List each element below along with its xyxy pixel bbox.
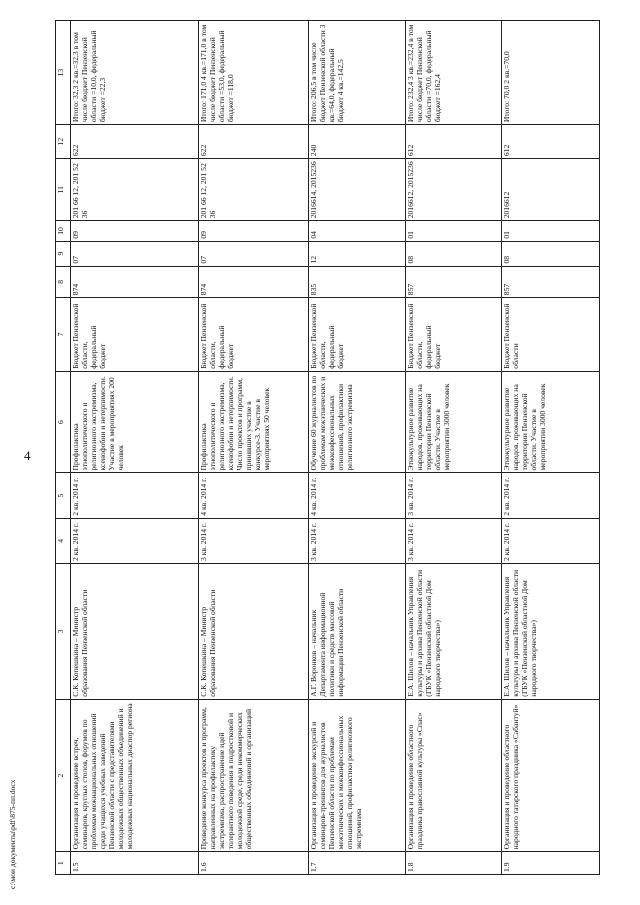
funding-amount: Итого: 206,5 в том числе бюджет Пензенской области 3 кв.=64,0, федеральный бюджет 4 кв.=142,5 xyxy=(309,21,406,125)
header-row xyxy=(56,21,71,875)
start-date: 3 кв. 2014 г. xyxy=(309,518,406,563)
funding-source: Бюджет Пензенской области, федеральный бюджет xyxy=(199,298,309,372)
activity-name: Организация и проведение областного народного татарского праздника «Сабантуй» xyxy=(502,699,600,852)
table-row xyxy=(71,21,199,875)
budget-code-rz: 07 xyxy=(71,241,199,266)
budget-code-csr: 201 66 12, 201 52 36 xyxy=(71,159,199,221)
funding-source: Бюджет Пензенской области xyxy=(502,298,600,372)
page-number: 4 xyxy=(24,448,31,463)
table-row xyxy=(309,21,406,875)
responsible-person: А.Г. Воронков – начальник Департамента информационной политики и средств массовой информации Пензенской области xyxy=(309,563,406,699)
table-row xyxy=(406,21,502,875)
item-number: 1.5 xyxy=(71,852,199,875)
budget-code-grbs: 835 xyxy=(309,266,406,298)
start-date: 2 кв. 2014 г. xyxy=(71,518,199,563)
budget-code-pr: 09 xyxy=(71,221,199,241)
responsible-person: С.К. Копешкина – Министр образования Пензенской области xyxy=(71,563,199,699)
budget-code-vr: 622 xyxy=(199,125,309,159)
activity-name: Организация и проведение экскурсий и семинаров-тренингов для журналистов Пензенской области по проблемам межэтнических и межконфессиональных отношений, профилактики религиозного экстремизма xyxy=(309,699,406,852)
funding-amount: Итого: 232,4 3 кв.=232,4 в том числе бюджет Пензенской области =70,0, федеральный бюджет =162,4 xyxy=(406,21,502,125)
end-date: 4 кв. 2014 г. xyxy=(309,473,406,518)
budget-code-pr: 09 xyxy=(199,221,309,241)
expected-result: Этнокультурное развитие народов, проживающих на территории Пензенской области. Участие в мероприятии 3000 человек xyxy=(406,371,502,473)
funding-amount: Итого: 171,0 4 кв.=171,0 в том числе бюджет Пензенской области =53,0, федеральный бюджет =118,0 xyxy=(199,21,309,125)
budget-code-vr: 612 xyxy=(406,125,502,159)
table-row xyxy=(199,21,309,875)
funding-source: Бюджет Пензенской области, федеральный бюджет xyxy=(406,298,502,372)
expected-result: Этнокультурное развитие народов, проживающих на территории Пензенской области. Участие в мероприятии 3000 человек xyxy=(502,371,600,473)
rotated-page-content xyxy=(55,20,600,875)
budget-code-vr: 612 xyxy=(502,125,600,159)
budget-code-grbs: 857 xyxy=(502,266,600,298)
start-date: 3 кв. 2014 г. xyxy=(406,518,502,563)
column-number: 5 xyxy=(56,473,71,518)
funding-source: Бюджет Пензенской области, федеральный бюджет xyxy=(309,298,406,372)
start-date: 2 кв. 2014 г. xyxy=(502,518,600,563)
column-number: 3 xyxy=(56,563,71,699)
activity-name: Организация и проведение встреч, семинаров, круглых столов, форумов по проблемам межнациональных отношений среди учащихся учебных заведений Пензенской области с представителями молодежных общественных объединений и молодежных национальных диаспор региона xyxy=(71,699,199,852)
column-number: 10 xyxy=(56,221,71,241)
column-number: 1 xyxy=(56,852,71,875)
column-number: 6 xyxy=(56,371,71,473)
budget-code-csr: 2016612 xyxy=(502,159,600,221)
budget-code-csr: 2016614, 2015236 xyxy=(309,159,406,221)
budget-code-grbs: 874 xyxy=(71,266,199,298)
budget-code-grbs: 857 xyxy=(406,266,502,298)
responsible-person: С.К. Копешкина – Министр образования Пензенской области xyxy=(199,563,309,699)
item-number: 1.7 xyxy=(309,852,406,875)
responsible-person: Е.А. Шилов – начальник Управления культуры и архива Пензенской области (ГБУК «Пензенский областной Дом народного творчества») xyxy=(502,563,600,699)
table-row xyxy=(502,21,600,875)
end-date: 4 кв. 2014 г. xyxy=(199,473,309,518)
item-number: 1.9 xyxy=(502,852,600,875)
funding-amount: Итого: 70,0 2 кв.=70,0 xyxy=(502,21,600,125)
budget-code-pr: 01 xyxy=(502,221,600,241)
activity-name: Проведение конкурса проектов и программ, направленных на профилактику экстремизма, распространение идей толерантного поведения в подростковой и молодежной среде, среди некоммерческих общественных объединений и организаций xyxy=(199,699,309,852)
budget-code-rz: 12 xyxy=(309,241,406,266)
column-number: 9 xyxy=(56,241,71,266)
budget-code-vr: 622 xyxy=(71,125,199,159)
item-number: 1.6 xyxy=(199,852,309,875)
budget-code-vr: 240 xyxy=(309,125,406,159)
activity-name: Организация и проведение областного праздника православной культуры «Спас» xyxy=(406,699,502,852)
column-number: 2 xyxy=(56,699,71,852)
expected-result: Профилактика этнополитического и религиозного экстремизма, ксенофобии и нетерпимости. Участие в мероприятиях 200 человек xyxy=(71,371,199,473)
budget-code-csr: 2016612, 2015236 xyxy=(406,159,502,221)
start-date: 3 кв. 2014 г. xyxy=(199,518,309,563)
end-date: 2 кв. 2014 г. xyxy=(71,473,199,518)
column-number: 12 xyxy=(56,125,71,159)
budget-code-rz: 08 xyxy=(406,241,502,266)
end-date: 3 кв. 2014 г. xyxy=(406,473,502,518)
budget-code-pr: 01 xyxy=(406,221,502,241)
funding-amount: Итого: 32,3 2 кв.=32,3 в том числе бюджет Пензенской области =10,0, федеральный бюджет =22,3 xyxy=(71,21,199,125)
program-activities-table xyxy=(55,20,600,875)
budget-code-pr: 04 xyxy=(309,221,406,241)
funding-source: Бюджет Пензенской области, федеральный бюджет xyxy=(71,298,199,372)
end-date: 2 кв. 2014 г. xyxy=(502,473,600,518)
footer-file-path: c:\мои документы\pdf\875-пп.docx xyxy=(8,779,17,889)
expected-result: Обучение 60 журналистов по проблемам межэтнических и межконфессиональных отношений, профилактики религиозного экстремизма xyxy=(309,371,406,473)
expected-result: Профилактика этнополитического и религиозного экстремизма, ксенофобии и нетерпимости. Число проектов и программ, принявших участие в конкурсе-3. Участие в мероприятиях 50 человек xyxy=(199,371,309,473)
column-number: 11 xyxy=(56,159,71,221)
column-number: 4 xyxy=(56,518,71,563)
responsible-person: Е.А. Шилов – начальник Управления культуры и архива Пензенской области (ГБУК «Пензенский областной Дом народного творчества») xyxy=(406,563,502,699)
budget-code-rz: 08 xyxy=(502,241,600,266)
budget-code-csr: 201 66 12, 201 52 36 xyxy=(199,159,309,221)
budget-code-rz: 07 xyxy=(199,241,309,266)
column-number: 8 xyxy=(56,266,71,298)
column-number: 13 xyxy=(56,21,71,125)
column-number: 7 xyxy=(56,298,71,372)
item-number: 1.8 xyxy=(406,852,502,875)
budget-code-grbs: 874 xyxy=(199,266,309,298)
